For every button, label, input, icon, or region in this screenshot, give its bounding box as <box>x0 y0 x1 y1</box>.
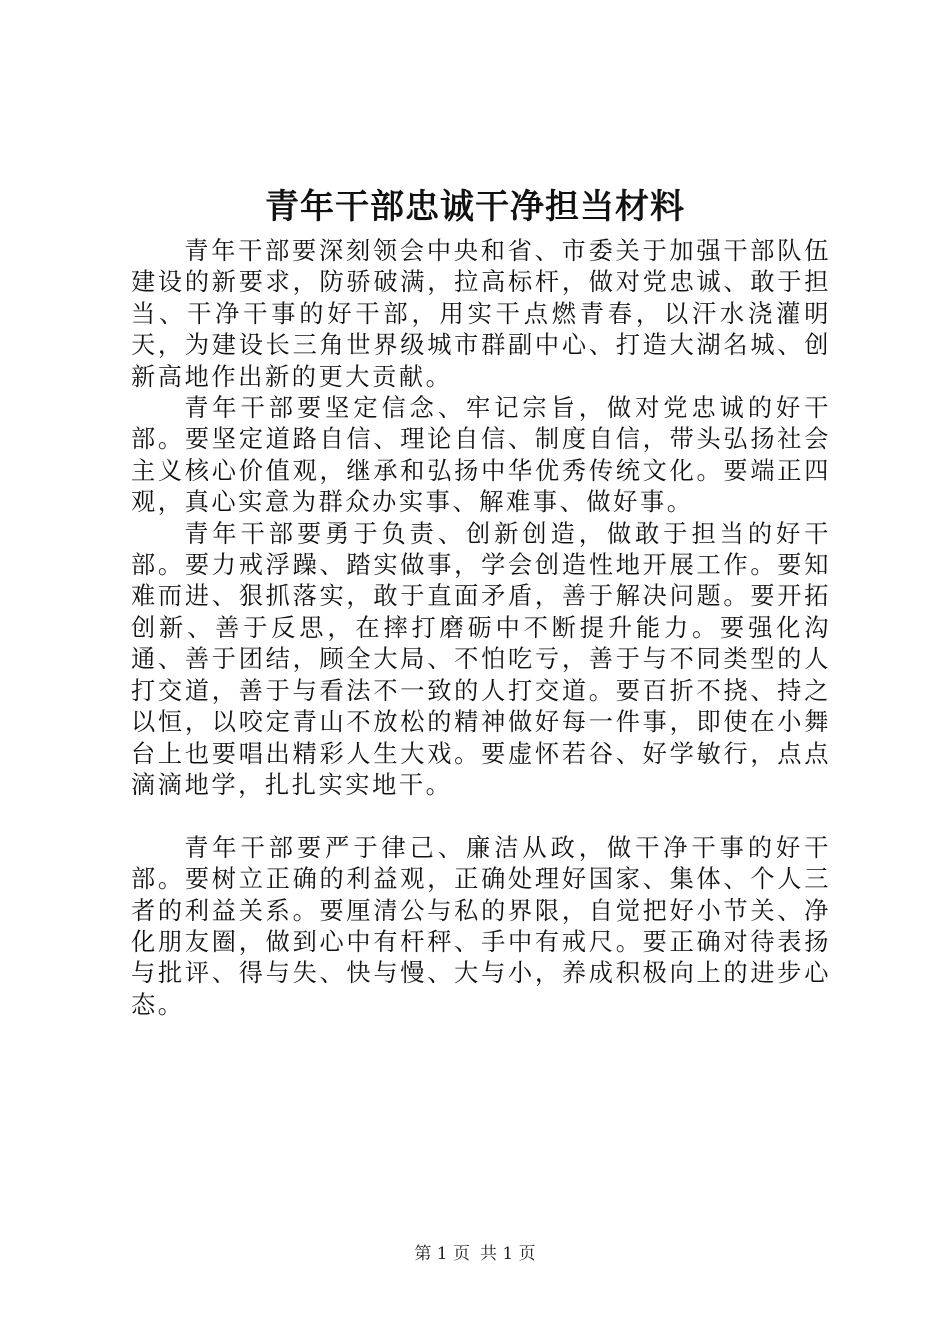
document-title: 青年干部忠诚干净担当材料 <box>265 187 685 227</box>
page-footer <box>0 1242 950 1266</box>
paragraph-loyalty: 青年干部要坚定信念、牢记宗旨，做对党忠诚的好干部。要坚定道路自信、理论自信、制度自信，带头弘扬社会主义核心价值观，继承和弘扬中华优秀传统文化。要端正四观，真心实意为群众办实事、解难事、做好事。 <box>131 394 831 517</box>
paragraph-gap <box>131 801 831 832</box>
paragraph-intro: 青年干部要深刻领会中央和省、市委关于加强干部队伍建设的新要求，防骄破满，拉高标杆，做对党忠诚、敢于担当、干净干事的好干部，用实干点燃青春，以汗水浇灌明天，为建设长三角世界级城市群副中心、打造大湖名城、创新高地作出新的更大贡献。 <box>131 237 831 391</box>
page-number-current: 第 1 页 <box>414 1244 470 1264</box>
document-body <box>131 236 831 1021</box>
paragraph-responsibility: 青年干部要勇于负责、创新创造，做敢于担当的好干部。要力戒浮躁、踏实做事，学会创造性地开展工作。要知难而进、狠抓落实，敢于直面矛盾，善于解决问题。要开拓创新、善于反思，在摔打磨砺中不断提升能力。要强化沟通、善于团结，顾全大局、不怕吃亏，善于与不同类型的人打交道，善于与看法不一致的人打交道。要百折不挠、持之以恒，以咬定青山不放松的精神做好每一件事，即使在小舞台上也要唱出精彩人生大戏。要虚怀若谷、好学敏行，点点滴滴地学，扎扎实实地干。 <box>131 519 831 799</box>
page-number-total: 共 1 页 <box>480 1244 536 1264</box>
paragraph-integrity: 青年干部要严于律己、廉洁从政，做干净干事的好干部。要树立正确的利益观，正确处理好国家、集体、个人三者的利益关系。要厘清公与私的界限，自觉把好小节关、净化朋友圈，做到心中有杆秤、手中有戒尺。要正确对待表扬与批评、得与失、快与慢、大与小，养成积极向上的进步心态。 <box>131 833 831 1019</box>
